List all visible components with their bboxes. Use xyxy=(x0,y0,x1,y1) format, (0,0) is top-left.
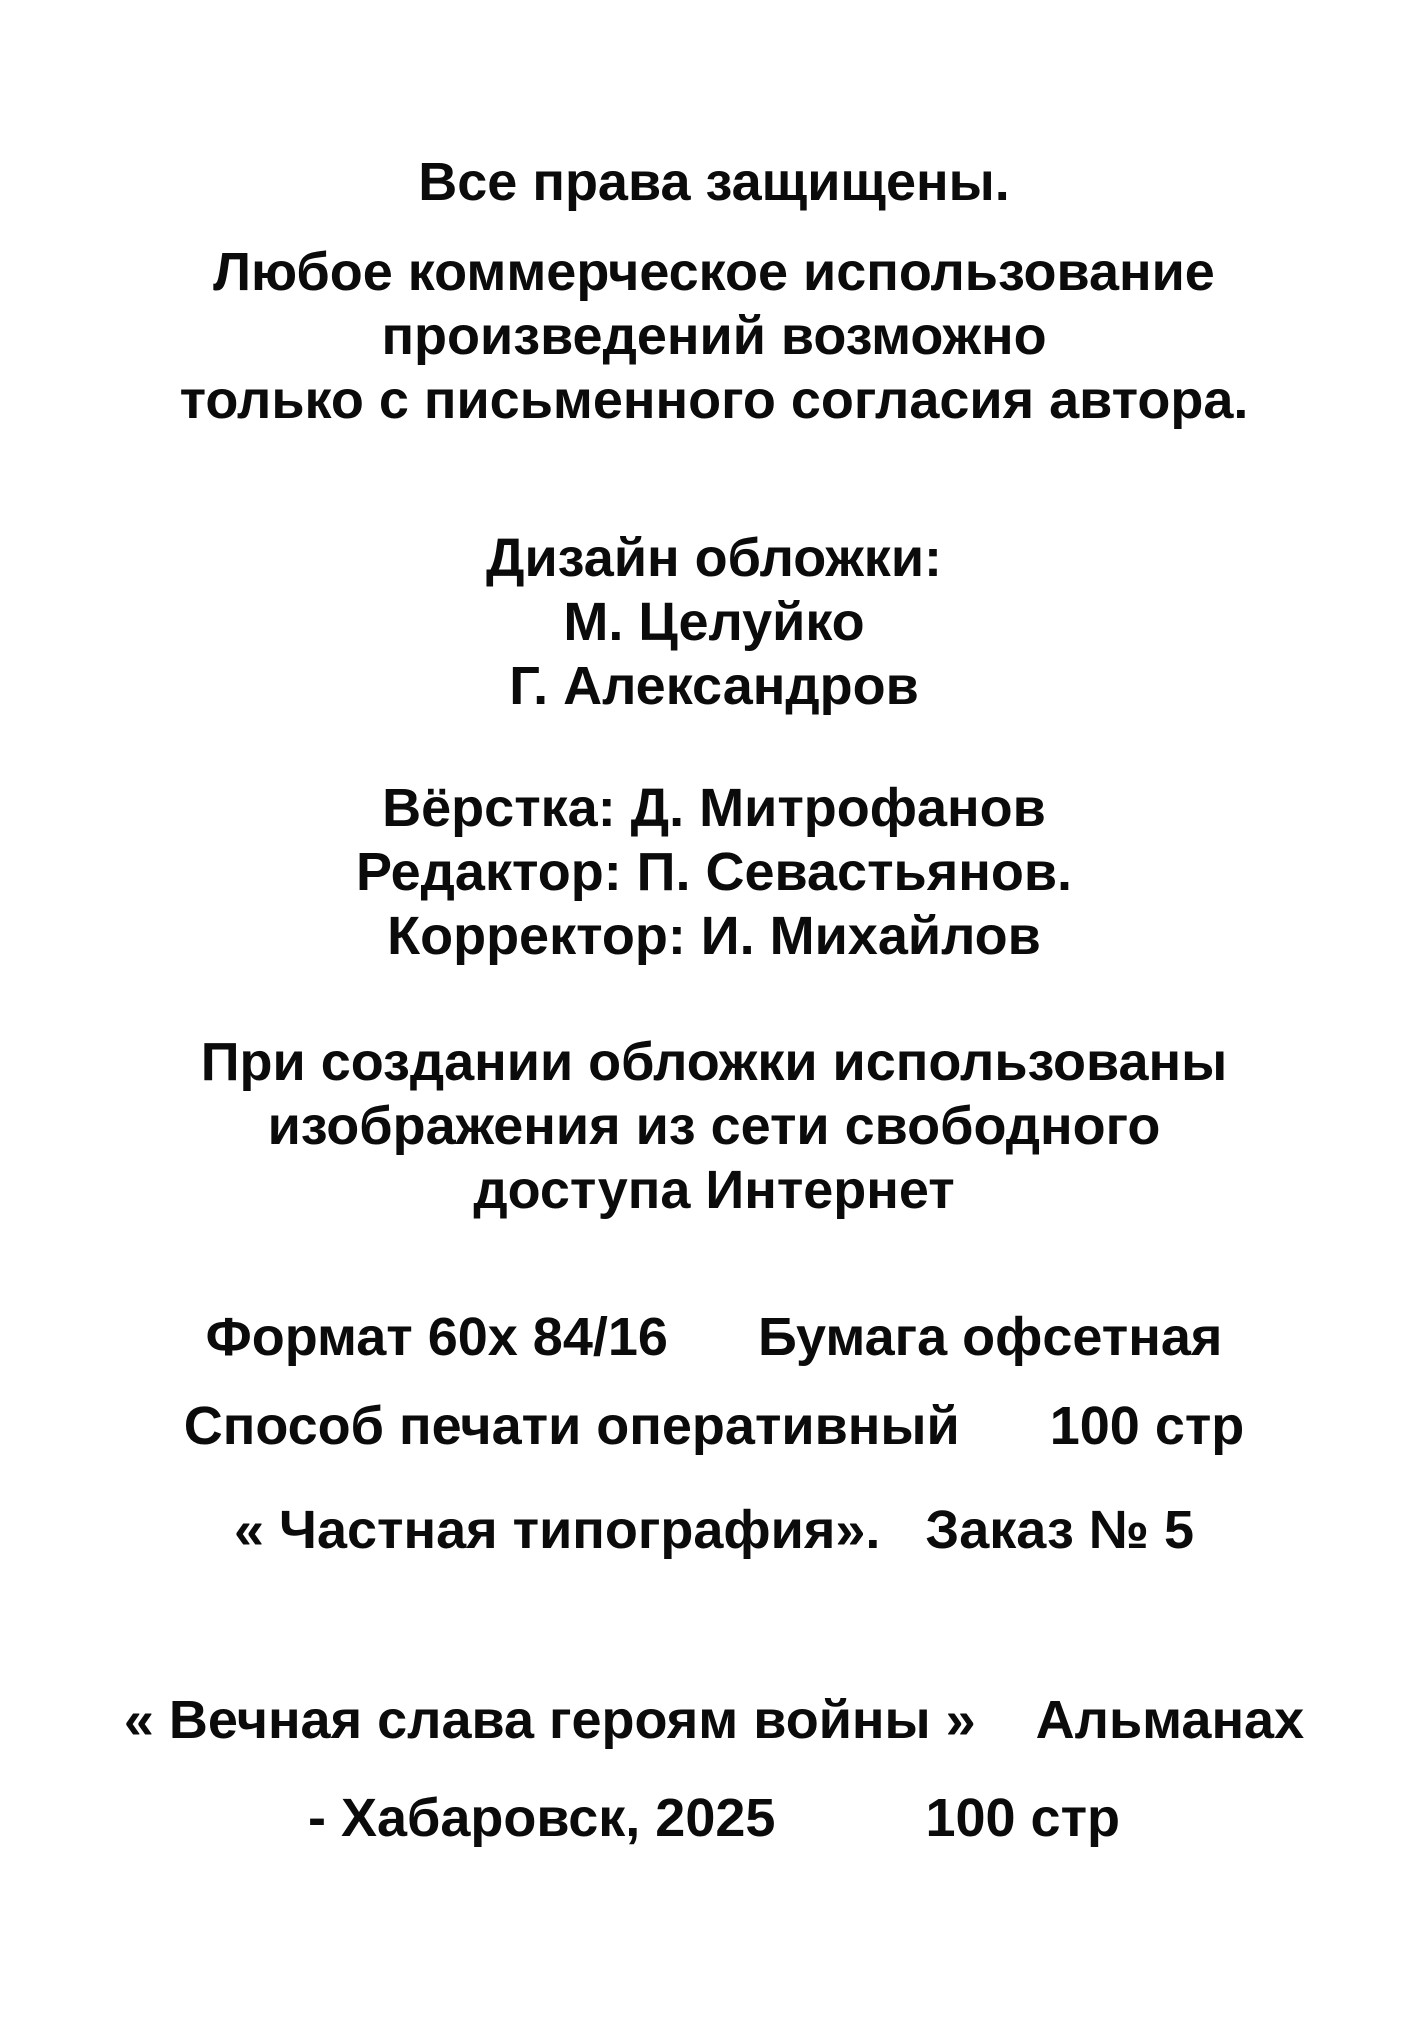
edition-city-section xyxy=(0,1786,1428,1850)
staff-section xyxy=(0,776,1428,968)
print-method-section xyxy=(0,1394,1428,1458)
edition-city-line: - Хабаровск, 2025 100 стр xyxy=(307,1788,1121,1848)
cover-design-section xyxy=(0,526,1428,718)
print-method-line: Способ печати оперативный 100 стр xyxy=(183,1396,1245,1456)
edition-title-line: « Вечная слава героям войны » Альманах xyxy=(123,1690,1305,1750)
print-format-line: Формат 60х 84/16 Бумага офсетная xyxy=(205,1307,1223,1367)
cover-note-line-3: доступа Интернет xyxy=(473,1160,955,1220)
rights-title-section xyxy=(0,150,1428,214)
cover-note-section xyxy=(0,1030,1428,1222)
staff-proofreader: Корректор: И. Михайлов xyxy=(387,906,1041,966)
cover-design-label: Дизайн обложки: xyxy=(486,528,942,588)
rights-title: Все права защищены. xyxy=(418,152,1010,212)
cover-note-line-2: изображения из сети свободного xyxy=(267,1096,1161,1156)
cover-designer-2: Г. Александров xyxy=(509,656,919,716)
edition-title-section xyxy=(0,1688,1428,1752)
printer-section xyxy=(0,1498,1428,1562)
staff-editor: Редактор: П. Севастьянов. xyxy=(355,842,1073,902)
rights-line-1: Любое коммерческое использование xyxy=(213,242,1215,302)
staff-layout: Вёрстка: Д. Митрофанов xyxy=(382,778,1046,838)
rights-line-3: только с письменного согласия автора. xyxy=(179,370,1249,430)
rights-line-2: произведений возможно xyxy=(381,306,1047,366)
cover-note-line-1: При создании обложки использованы xyxy=(200,1032,1228,1092)
print-format-section xyxy=(0,1305,1428,1369)
printer-line: « Частная типография». Заказ № 5 xyxy=(233,1500,1195,1560)
rights-section xyxy=(0,240,1428,432)
cover-designer-1: М. Целуйко xyxy=(563,592,865,652)
